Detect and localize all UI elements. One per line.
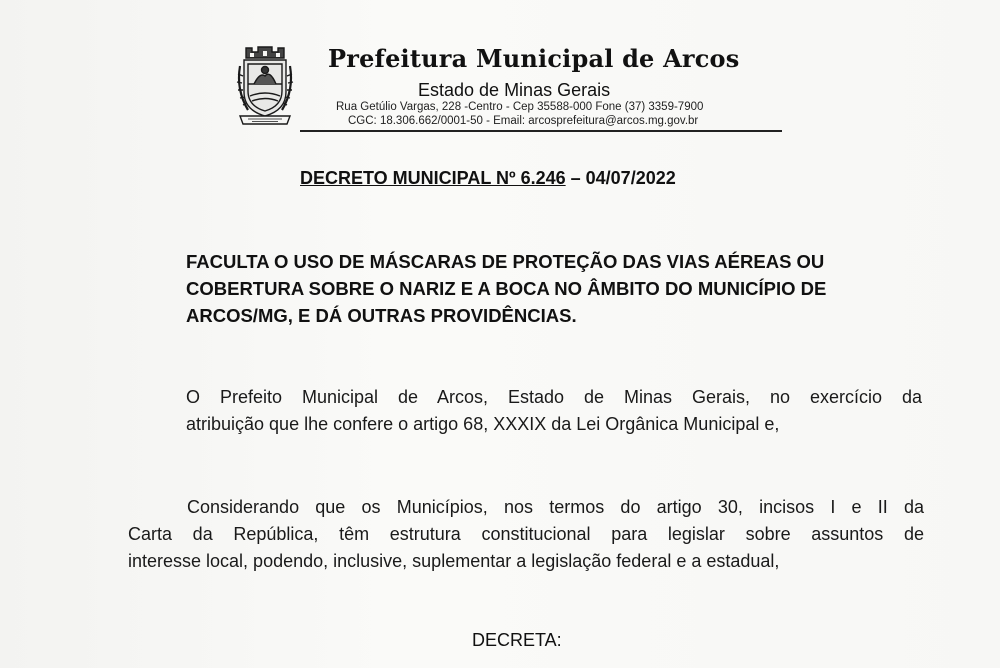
- municipality-address: Rua Getúlio Vargas, 228 -Centro - Cep 35588-000 Fone (37) 3359-7900: [336, 101, 704, 113]
- decreta-heading: DECRETA:: [472, 630, 562, 650]
- paragraph-line: O Prefeito Municipal de Arcos, Estado de Minas Gerais, no exercício da: [186, 387, 922, 407]
- decree-summary: [186, 248, 926, 329]
- paragraph-line: Carta da República, têm estrutura constitucional para legislar sobre assuntos de: [128, 524, 924, 544]
- decree-title: [300, 168, 676, 189]
- municipality-name: Prefeitura Municipal de Arcos: [328, 44, 740, 73]
- summary-line: FACULTA O USO DE MÁSCARAS DE PROTEÇÃO DAS VIAS AÉREAS OU: [186, 251, 825, 272]
- municipality-cgc-email: CGC: 18.306.662/0001-50 - Email: arcosprefeitura@arcos.mg.gov.br: [348, 115, 699, 127]
- letterhead-divider: [300, 130, 782, 132]
- paragraph-line: interesse local, podendo, inclusive, suplementar a legislação federal e a estadual,: [128, 551, 780, 571]
- summary-line: COBERTURA SOBRE O NARIZ E A BOCA NO ÂMBITO DO MUNICÍPIO DE: [186, 278, 827, 299]
- considering-paragraph: [128, 494, 924, 575]
- paragraph-line: Considerando que os Municípios, nos termos do artigo 30, incisos I e II da: [187, 497, 924, 517]
- summary-line: ARCOS/MG, E DÁ OUTRAS PROVIDÊNCIAS.: [186, 305, 577, 326]
- preamble-paragraph: [186, 384, 922, 438]
- decree-date: – 04/07/2022: [565, 168, 676, 188]
- municipal-coat-of-arms-icon: [234, 44, 296, 132]
- state-name: Estado de Minas Gerais: [418, 80, 611, 100]
- paragraph-line: atribuição que lhe confere o artigo 68, XXXIX da Lei Orgânica Municipal e,: [186, 414, 780, 434]
- decree-number: DECRETO MUNICIPAL Nº 6.246: [300, 168, 566, 188]
